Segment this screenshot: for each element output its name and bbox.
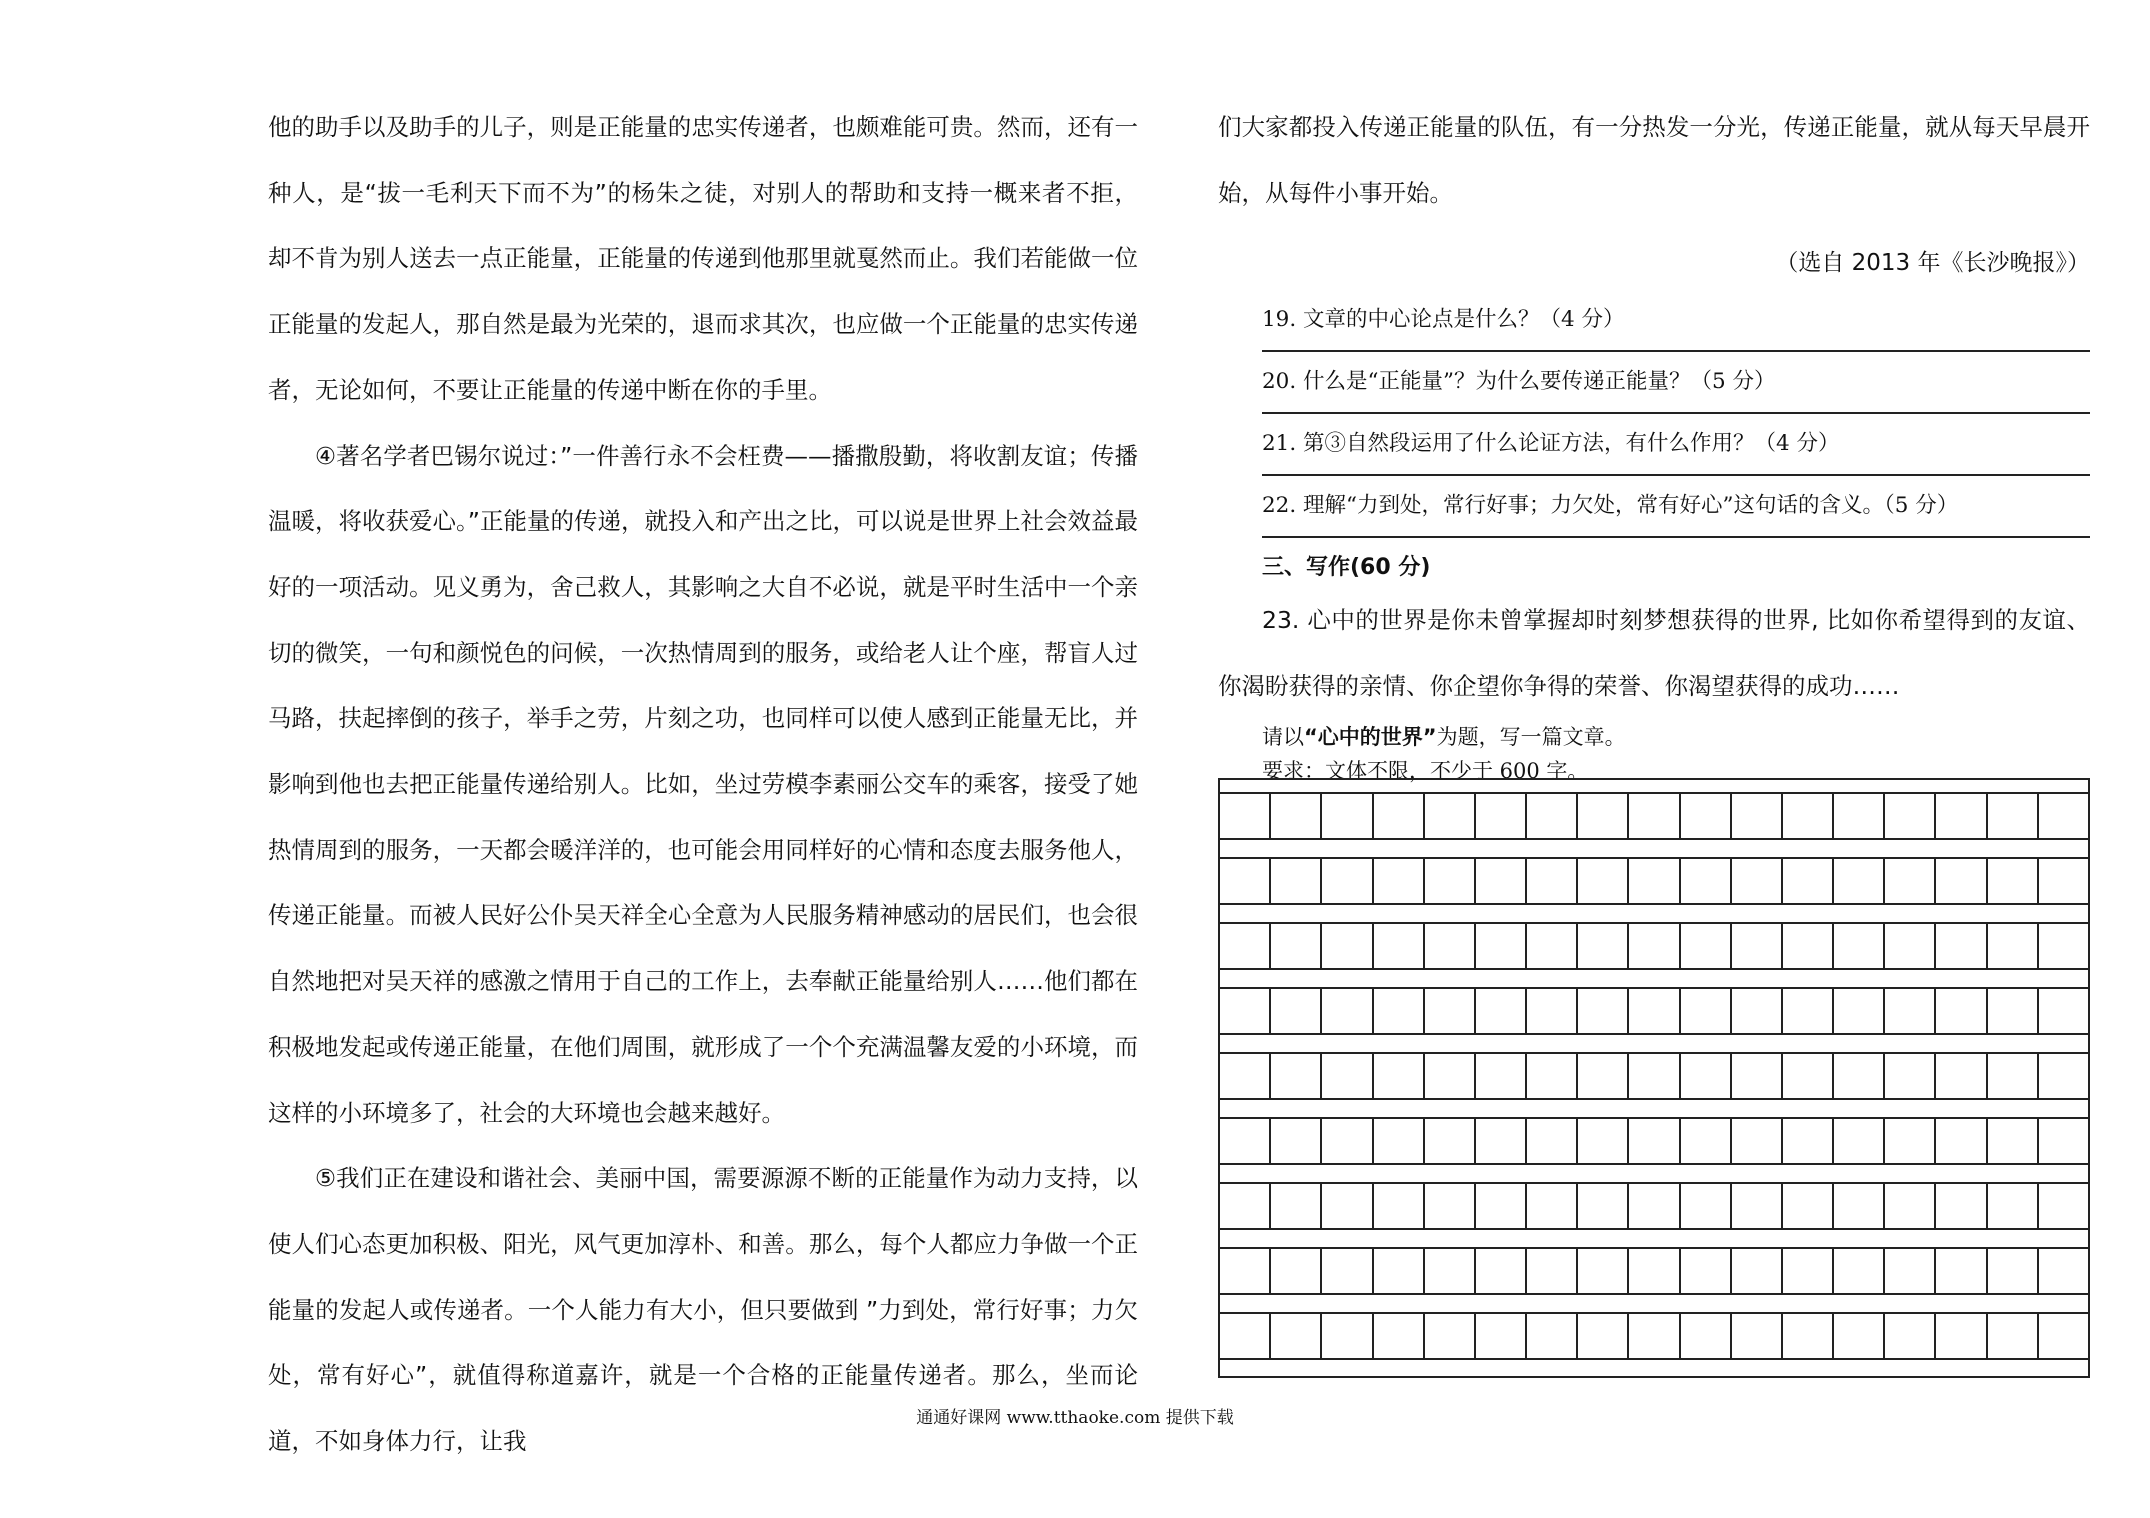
grid-cell[interactable]: [1885, 924, 1936, 968]
grid-row[interactable]: [1220, 1182, 2088, 1230]
grid-cell[interactable]: [1834, 794, 1885, 838]
grid-row[interactable]: [1220, 792, 2088, 840]
grid-cell[interactable]: [1476, 794, 1527, 838]
grid-cell[interactable]: [1783, 794, 1834, 838]
grid-cell[interactable]: [1322, 1184, 1373, 1228]
grid-cell[interactable]: [2039, 989, 2088, 1033]
grid-cell[interactable]: [1732, 989, 1783, 1033]
grid-cell[interactable]: [1220, 859, 1271, 903]
grid-cell[interactable]: [2039, 794, 2088, 838]
grid-cell[interactable]: [1578, 859, 1629, 903]
grid-cell[interactable]: [1629, 1119, 1680, 1163]
grid-cell[interactable]: [1271, 859, 1322, 903]
grid-cell[interactable]: [1834, 1119, 1885, 1163]
grid-cell[interactable]: [1885, 859, 1936, 903]
grid-cell[interactable]: [1476, 924, 1527, 968]
grid-cell[interactable]: [1885, 1314, 1936, 1358]
grid-cell[interactable]: [1271, 794, 1322, 838]
grid-cell[interactable]: [1885, 1054, 1936, 1098]
grid-cell[interactable]: [1783, 1314, 1834, 1358]
grid-cell[interactable]: [1322, 1119, 1373, 1163]
grid-cell[interactable]: [2039, 1249, 2088, 1293]
grid-cell[interactable]: [1578, 1184, 1629, 1228]
grid-cell[interactable]: [1681, 859, 1732, 903]
grid-cell[interactable]: [1271, 1119, 1322, 1163]
grid-cell[interactable]: [1885, 1249, 1936, 1293]
grid-cell[interactable]: [1476, 1119, 1527, 1163]
grid-cell[interactable]: [1834, 1314, 1885, 1358]
grid-cell[interactable]: [1425, 1054, 1476, 1098]
grid-cell[interactable]: [1476, 1054, 1527, 1098]
footer-credit: 通通好课网 www.tthaoke.com 提供下载: [916, 1408, 1234, 1428]
grid-cell[interactable]: [1271, 1184, 1322, 1228]
grid-cell[interactable]: [1578, 794, 1629, 838]
grid-cell[interactable]: [1220, 1054, 1271, 1098]
question-21: 21. 第③自然段运用了什么论证方法，有什么作用？（4 分）: [1262, 414, 2090, 476]
grid-cell[interactable]: [1578, 1249, 1629, 1293]
grid-cell[interactable]: [1322, 1249, 1373, 1293]
grid-cell[interactable]: [1374, 1249, 1425, 1293]
grid-cell[interactable]: [1527, 1054, 1578, 1098]
grid-cell[interactable]: [1988, 1119, 2039, 1163]
section-title-writing: 三、写作(60 分): [1262, 555, 1431, 581]
grid-cell[interactable]: [1425, 1249, 1476, 1293]
grid-cell[interactable]: [1732, 1314, 1783, 1358]
grid-cell[interactable]: [2039, 1314, 2088, 1358]
grid-cell[interactable]: [1476, 989, 1527, 1033]
grid-cell[interactable]: [1476, 1314, 1527, 1358]
grid-cell[interactable]: [1732, 1249, 1783, 1293]
grid-cell[interactable]: [1322, 1054, 1373, 1098]
grid-cell[interactable]: [1783, 1184, 1834, 1228]
grid-cell[interactable]: [1732, 924, 1783, 968]
grid-cell[interactable]: [1476, 1249, 1527, 1293]
grid-cell[interactable]: [1425, 1119, 1476, 1163]
grid-cell[interactable]: [1732, 794, 1783, 838]
grid-cell[interactable]: [1425, 859, 1476, 903]
grid-cell[interactable]: [1629, 794, 1680, 838]
grid-cell[interactable]: [1527, 924, 1578, 968]
grid-cell[interactable]: [1578, 924, 1629, 968]
grid-cell[interactable]: [1834, 1054, 1885, 1098]
grid-cell[interactable]: [1681, 924, 1732, 968]
grid-cell[interactable]: [1629, 1314, 1680, 1358]
left-column: [268, 95, 1138, 1475]
grid-cell[interactable]: [1629, 859, 1680, 903]
grid-cell[interactable]: [1322, 794, 1373, 838]
grid-cell[interactable]: [1681, 1314, 1732, 1358]
grid-cell[interactable]: [1374, 1314, 1425, 1358]
grid-cell[interactable]: [2039, 1119, 2088, 1163]
grid-cell[interactable]: [1374, 1184, 1425, 1228]
grid-cell[interactable]: [1681, 1054, 1732, 1098]
grid-cell[interactable]: [1425, 989, 1476, 1033]
grid-cell[interactable]: [1885, 989, 1936, 1033]
grid-cell[interactable]: [1476, 1184, 1527, 1228]
grid-cell[interactable]: [1629, 1054, 1680, 1098]
grid-cell[interactable]: [1936, 794, 1987, 838]
paragraph-5-continued: 们大家都投入传递正能量的队伍，有一分热发一分光，传递正能量，就从每天早晨开始，从每件小事开始。: [1218, 113, 2090, 207]
grid-cell[interactable]: [1322, 1314, 1373, 1358]
grid-cell[interactable]: [1681, 1184, 1732, 1228]
grid-cell[interactable]: [1220, 924, 1271, 968]
grid-cell[interactable]: [1322, 859, 1373, 903]
grid-cell[interactable]: [1374, 859, 1425, 903]
instruction-prefix: 请以: [1262, 724, 1304, 749]
grid-cell[interactable]: [1988, 989, 2039, 1033]
grid-cell[interactable]: [1271, 1314, 1322, 1358]
grid-cell[interactable]: [1425, 924, 1476, 968]
writing-prompt: 23. 心中的世界是你未曾掌握却时刻梦想获得的世界, 比如你希望得到的友谊、你渴盼获得的亲情、你企望你争得的荣誉、你渴望获得的成功……: [1218, 606, 2090, 701]
grid-cell[interactable]: [1374, 1119, 1425, 1163]
grid-cell[interactable]: [1322, 989, 1373, 1033]
grid-cell[interactable]: [1220, 1119, 1271, 1163]
grid-cell[interactable]: [1732, 859, 1783, 903]
grid-cell[interactable]: [1374, 924, 1425, 968]
writing-instruction: [1262, 720, 2090, 754]
grid-cell[interactable]: [1220, 1184, 1271, 1228]
grid-cell[interactable]: [1220, 1314, 1271, 1358]
grid-cell[interactable]: [1271, 989, 1322, 1033]
grid-cell[interactable]: [2039, 924, 2088, 968]
grid-cell[interactable]: [1834, 1184, 1885, 1228]
grid-row[interactable]: [1220, 922, 2088, 970]
grid-cell[interactable]: [1425, 1314, 1476, 1358]
grid-cell[interactable]: [1988, 859, 2039, 903]
grid-cell[interactable]: [1936, 859, 1987, 903]
grid-cell[interactable]: [1578, 1119, 1629, 1163]
grid-cell[interactable]: [1732, 1119, 1783, 1163]
question-20: 20. 什么是“正能量”？为什么要传递正能量？（5 分）: [1262, 352, 2090, 414]
grid-cell[interactable]: [1578, 1314, 1629, 1358]
grid-cell[interactable]: [1988, 1314, 2039, 1358]
grid-cell[interactable]: [1374, 794, 1425, 838]
grid-cell[interactable]: [1732, 1184, 1783, 1228]
grid-cell[interactable]: [1629, 1184, 1680, 1228]
writing-requirement: 要求：文体不限，不少于 600 字。: [1262, 758, 1589, 783]
grid-cell[interactable]: [1220, 794, 1271, 838]
grid-cell[interactable]: [1885, 1119, 1936, 1163]
grid-cell[interactable]: [2039, 1184, 2088, 1228]
grid-cell[interactable]: [1527, 1314, 1578, 1358]
grid-cell[interactable]: [1936, 1184, 1987, 1228]
grid-cell[interactable]: [2039, 1054, 2088, 1098]
grid-cell[interactable]: [1629, 924, 1680, 968]
grid-cell[interactable]: [1476, 859, 1527, 903]
grid-cell[interactable]: [1885, 1184, 1936, 1228]
grid-cell[interactable]: [1988, 1054, 2039, 1098]
grid-cell[interactable]: [1374, 1054, 1425, 1098]
essay-title: “心中的世界”: [1304, 724, 1437, 749]
grid-cell[interactable]: [1681, 1249, 1732, 1293]
grid-cell[interactable]: [1527, 1249, 1578, 1293]
grid-cell[interactable]: [1578, 989, 1629, 1033]
grid-cell[interactable]: [1322, 924, 1373, 968]
grid-cell[interactable]: [1681, 794, 1732, 838]
grid-cell[interactable]: [1936, 1054, 1987, 1098]
grid-cell[interactable]: [1783, 1054, 1834, 1098]
grid-cell[interactable]: [1220, 989, 1271, 1033]
source-citation: （选自 2013 年《长沙晚报》）: [1775, 250, 2090, 277]
right-column: [1218, 95, 2090, 788]
grid-cell[interactable]: [1681, 989, 1732, 1033]
grid-cell[interactable]: [1834, 1249, 1885, 1293]
grid-cell[interactable]: [1936, 924, 1987, 968]
grid-cell[interactable]: [1425, 794, 1476, 838]
grid-cell[interactable]: [1936, 1119, 1987, 1163]
grid-row[interactable]: [1220, 1312, 2088, 1360]
grid-cell[interactable]: [1834, 924, 1885, 968]
grid-cell[interactable]: [1374, 989, 1425, 1033]
grid-cell[interactable]: [1220, 1249, 1271, 1293]
grid-cell[interactable]: [1527, 989, 1578, 1033]
grid-cell[interactable]: [1783, 859, 1834, 903]
paragraph-3-continued: 他的助手以及助手的儿子，则是正能量的忠实传递者，也颇难能可贵。然而，还有一种人，是“拔一毛利天下而不为”的杨朱之徒，对别人的帮助和支持一概来者不拒，却不肯为别人送去一点正能量，正能量的传递到他那里就戛然而止。我们若能做一位正能量的发起人，那自然是最为光荣的，退而求其次，也应做一个正能量的忠实传递者，无论如何，不要让正能量的传递中断在你的手里。: [268, 113, 1138, 404]
grid-cell[interactable]: [1527, 859, 1578, 903]
grid-cell[interactable]: [2039, 859, 2088, 903]
instruction-suffix: 为题，写一篇文章。: [1436, 724, 1626, 749]
grid-cell[interactable]: [1988, 924, 2039, 968]
grid-cell[interactable]: [1681, 1119, 1732, 1163]
grid-cell[interactable]: [1271, 1249, 1322, 1293]
grid-cell[interactable]: [1629, 989, 1680, 1033]
grid-cell[interactable]: [1834, 989, 1885, 1033]
grid-cell[interactable]: [1527, 1119, 1578, 1163]
grid-cell[interactable]: [1988, 794, 2039, 838]
grid-cell[interactable]: [1783, 1119, 1834, 1163]
grid-cell[interactable]: [1936, 1249, 1987, 1293]
grid-cell[interactable]: [1527, 1184, 1578, 1228]
grid-row[interactable]: [1220, 1247, 2088, 1295]
grid-cell[interactable]: [1936, 989, 1987, 1033]
grid-cell[interactable]: [1988, 1184, 2039, 1228]
grid-cell[interactable]: [1629, 1249, 1680, 1293]
grid-cell[interactable]: [1885, 794, 1936, 838]
grid-cell[interactable]: [1834, 859, 1885, 903]
grid-row[interactable]: [1220, 857, 2088, 905]
grid-cell[interactable]: [1271, 1054, 1322, 1098]
grid-cell[interactable]: [1527, 794, 1578, 838]
grid-row[interactable]: [1220, 1052, 2088, 1100]
grid-row[interactable]: [1220, 1117, 2088, 1165]
grid-row[interactable]: [1220, 987, 2088, 1035]
grid-cell[interactable]: [1271, 924, 1322, 968]
grid-cell[interactable]: [1783, 924, 1834, 968]
question-22: 22. 理解“力到处，常行好事；力欠处，常有好心”这句话的含义。（5 分）: [1262, 476, 2090, 538]
paragraph-5: ⑤我们正在建设和谐社会、美丽中国，需要源源不断的正能量作为动力支持，以使人们心态更加积极、阳光，风气更加淳朴、和善。那么，每个人都应力争做一个正能量的发起人或传递者。一个人能力有大小，但只要做到 ”力到处，常行好事；力欠处，常有好心”，就值得称道嘉许，就是一个合格的正能量传递者。那么，坐而论道，不如身体力行，让我: [268, 1164, 1138, 1456]
question-19: 19. 文章的中心论点是什么？（4 分）: [1262, 290, 2090, 352]
grid-cell[interactable]: [1783, 989, 1834, 1033]
grid-cell[interactable]: [1578, 1054, 1629, 1098]
grid-cell[interactable]: [1783, 1249, 1834, 1293]
grid-cell[interactable]: [1988, 1249, 2039, 1293]
paragraph-4: ④著名学者巴锡尔说过：”一件善行永不会枉费——播撒殷勤，将收割友谊；传播温暖，将收获爱心。”正能量的传递，就投入和产出之比，可以说是世界上社会效益最好的一项活动。见义勇为，舍己救人，其影响之大自不必说，就是平时生活中一个亲切的微笑，一句和颜悦色的问候，一次热情周到的服务，或给老人让个座，帮盲人过马路，扶起摔倒的孩子，举手之劳，片刻之功，也同样可以使人感到正能量无比，并影响到他也去把正能量传递给别人。比如，坐过劳模李素丽公交车的乘客，接受了她热情周到的服务，一天都会暖洋洋的，也可能会用同样好的心情和态度去服务他人，传递正能量。而被人民好公仆吴天祥全心全意为人民服务精神感动的居民们，也会很自然地把对吴天祥的感激之情用于自己的工作上，去奉献正能量给别人……他们都在积极地发起或传递正能量，在他们周围，就形成了一个个充满温馨友爱的小环境，而这样的小环境多了，社会的大环境也会越来越好。: [268, 441, 1138, 1127]
grid-cell[interactable]: [1936, 1314, 1987, 1358]
essay-writing-grid[interactable]: [1218, 778, 2090, 1378]
grid-cell[interactable]: [1732, 1054, 1783, 1098]
grid-cell[interactable]: [1425, 1184, 1476, 1228]
